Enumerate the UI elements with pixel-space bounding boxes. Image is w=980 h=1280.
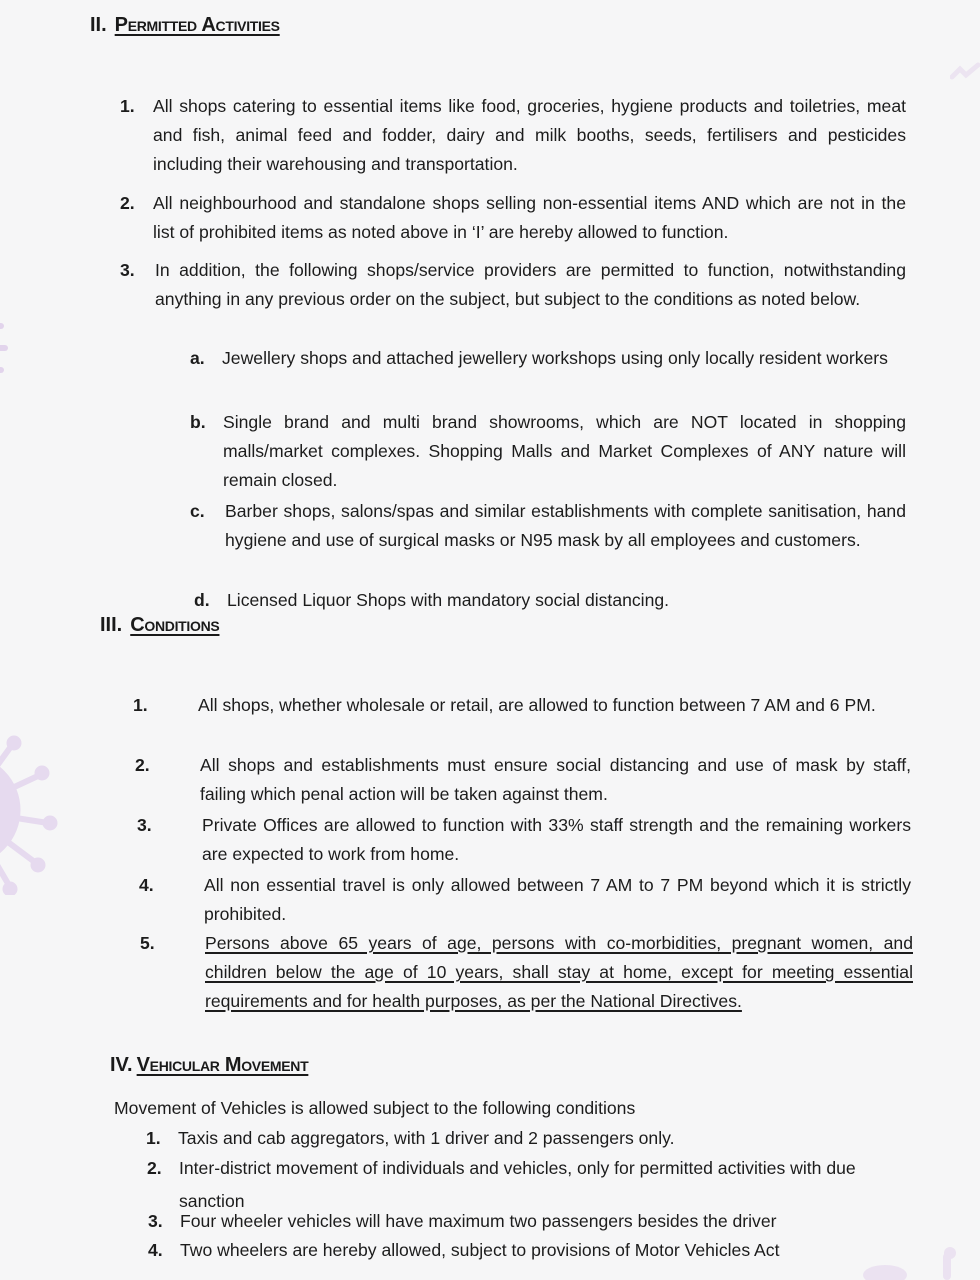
- item-text: Private Offices are allowed to function with 33% staff strength and the remaining workers are expected to work from home.: [202, 815, 911, 864]
- section-heading-permitted-activities: [90, 14, 280, 37]
- sub-list-item: [190, 408, 906, 495]
- item-marker: 4.: [148, 1240, 163, 1260]
- item-text: Jewellery shops and attached jewellery workshops using only locally resident workers: [222, 348, 888, 368]
- item-marker: 2.: [120, 193, 135, 213]
- list-item: [135, 751, 911, 809]
- section-number: III.: [100, 614, 123, 636]
- item-text: All shops catering to essential items like food, groceries, hygiene products and toiletries, meat and fish, animal feed and fodder, dairy and milk booths, seeds, fertilisers and pesticides including their warehousing and transportation.: [153, 96, 906, 174]
- section-number: II.: [90, 14, 107, 36]
- item-marker: 3.: [137, 815, 152, 835]
- list-item: [120, 189, 906, 247]
- list-item: [137, 811, 911, 869]
- item-marker: 2.: [135, 755, 150, 775]
- item-text: Barber shops, salons/spas and similar establishments with complete sanitisation, hand hygiene and use of surgical masks or N95 mask by all employees and customers.: [225, 501, 906, 550]
- item-marker: 3.: [148, 1211, 163, 1231]
- section-intro: Movement of Vehicles is allowed subject to the following conditions: [114, 1098, 636, 1118]
- virus-icon: [0, 315, 20, 385]
- list-item: [148, 1207, 918, 1236]
- item-text: All shops, whether wholesale or retail, are allowed to function between 7 AM and 6 PM.: [198, 695, 876, 715]
- item-marker: 1.: [133, 695, 148, 715]
- list-item: [140, 929, 913, 1016]
- list-item: [120, 256, 906, 314]
- list-item: [133, 691, 909, 720]
- item-marker: c.: [190, 501, 205, 521]
- item-text: Two wheelers are hereby allowed, subject to provisions of Motor Vehicles Act: [180, 1240, 780, 1260]
- section-title: Vehicular Movement: [136, 1054, 309, 1076]
- item-text: Taxis and cab aggregators, with 1 driver and 2 passengers only.: [178, 1128, 675, 1148]
- item-text: All non essential travel is only allowed between 7 AM to 7 PM beyond which it is strictly prohibited.: [204, 875, 911, 924]
- section-heading-vehicular-movement: [110, 1054, 308, 1077]
- item-marker: 4.: [139, 875, 154, 895]
- sub-list-item: [190, 497, 906, 555]
- virus-icon: [0, 715, 60, 895]
- item-text: Licensed Liquor Shops with mandatory social distancing.: [227, 590, 670, 610]
- item-text: All shops and establishments must ensure social distancing and use of mask by staff, failing which penal action will be taken against them.: [200, 755, 911, 804]
- list-item: [139, 871, 911, 929]
- list-item: [146, 1124, 916, 1153]
- item-text: In addition, the following shops/service providers are permitted to function, notwithstanding anything in any previous order on the subject, but subject to the conditions as noted below.: [155, 260, 906, 309]
- list-item: [120, 92, 906, 179]
- item-text: All neighbourhood and standalone shops selling non-essential items AND which are not in the list of prohibited items as noted above in ‘I’ are hereby allowed to function.: [153, 193, 906, 242]
- item-marker: 1.: [120, 96, 135, 116]
- section-title: Conditions: [130, 614, 220, 636]
- item-marker: 1.: [146, 1128, 161, 1148]
- item-text: Inter-district movement of individuals and vehicles, only for permitted activities with due sanction: [179, 1158, 856, 1211]
- sub-list-item: [194, 586, 906, 615]
- item-marker: 2.: [147, 1158, 162, 1178]
- item-text: Four wheeler vehicles will have maximum two passengers besides the driver: [180, 1211, 777, 1231]
- section-number: IV.: [110, 1054, 133, 1076]
- item-marker: 3.: [120, 260, 135, 280]
- section-heading-conditions: [100, 614, 219, 637]
- sub-list-item: [190, 344, 906, 373]
- item-text: Persons above 65 years of age, persons with co-morbidities, pregnant women, and children below the age of 10 years, shall stay at home, except for meeting essential requirements and for health purposes, as per the National Directives.: [205, 933, 913, 1011]
- virus-icon: [950, 55, 980, 85]
- list-item: [148, 1236, 918, 1265]
- item-marker: b.: [190, 412, 206, 432]
- section-title: Permitted Activities: [114, 14, 280, 36]
- item-marker: a.: [190, 348, 205, 368]
- item-marker: d.: [194, 590, 210, 610]
- item-text: Single brand and multi brand showrooms, which are NOT located in shopping malls/market complexes. Shopping Malls and Market Complexes of ANY nature will remain closed.: [223, 412, 906, 490]
- item-marker: 5.: [140, 933, 155, 953]
